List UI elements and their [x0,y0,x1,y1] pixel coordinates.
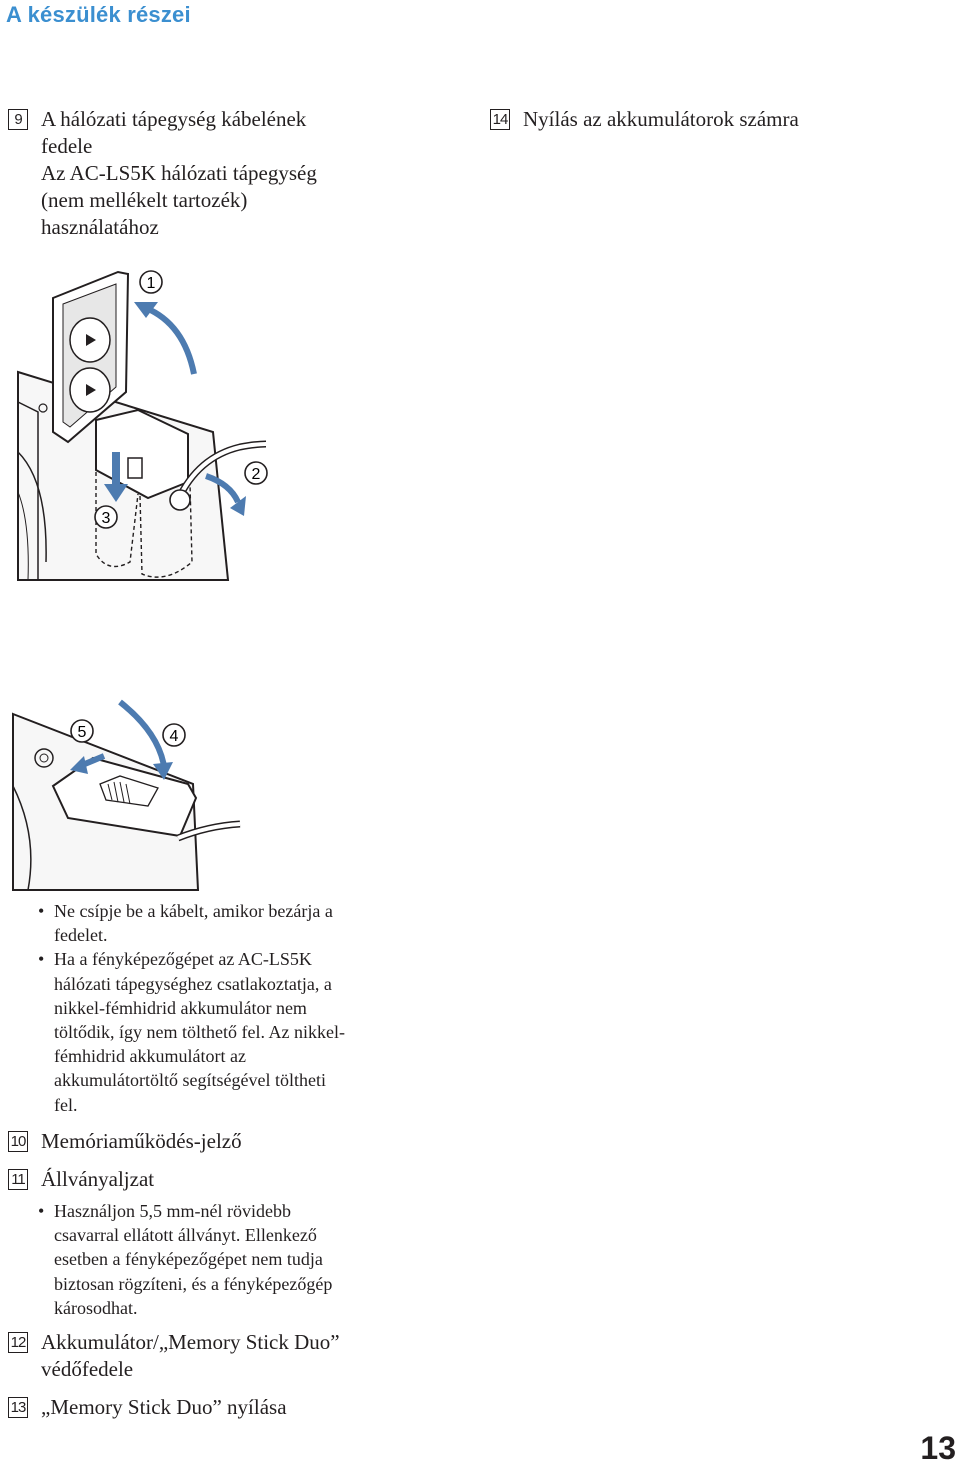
item-number-badge: 11 [8,1169,28,1190]
step-2-label: 2 [251,466,261,483]
cable-notes [38,899,345,1117]
item-label: Nyílás az akkumulátorok számra [523,107,799,131]
item-label: „Memory Stick Duo” nyílása [41,1395,287,1419]
step-4-label: 4 [169,728,179,745]
page-header-title: A készülék részei [6,2,191,27]
item-number-badge: 12 [8,1332,28,1353]
step-1-label: 1 [146,275,156,292]
step-5-label: 5 [77,724,87,741]
cable-cover-illustration [8,262,298,584]
item-number-badge: 9 [8,109,28,130]
item-label: A hálózati tápegység kábelének fedele Az AC-LS5K hálózati tápegység (nem mellékelt tartozék) használatához [41,107,317,239]
page-number: 13 [920,1430,956,1466]
note-item: • Ne csípje be a kábelt, amikor bezárja a fedelet. [38,899,345,947]
note-item: • Használjon 5,5 mm-nél rövidebb csavarral ellátott állványt. Ellenkező esetben a fényképezőgépet nem tudja biztosan rögzíteni, és a fényképezőgép károsodhat. [38,1199,332,1320]
item-number-badge: 13 [8,1397,28,1418]
cable-cover-closed-illustration [8,696,268,892]
item-label: Akkumulátor/„Memory Stick Duo” védőfedele [41,1330,340,1381]
tripod-notes [38,1199,332,1320]
step-3-label: 3 [101,510,111,527]
item-number-badge: 14 [490,109,510,130]
item-label: Memóriaműködés-jelző [41,1129,242,1153]
item-label: Állványaljzat [41,1167,155,1191]
note-item: • Ha a fényképezőgépet az AC-LS5K hálózati tápegységhez csatlakoztatja, a nikkel-fémhidrid akkumulátor nem töltődik, így nem tölthető fel. Az nikkel- fémhidrid akkumulátort az akkumulátortöltő segítségével töltheti fel. [38,947,345,1116]
item-number-badge: 10 [8,1131,28,1152]
